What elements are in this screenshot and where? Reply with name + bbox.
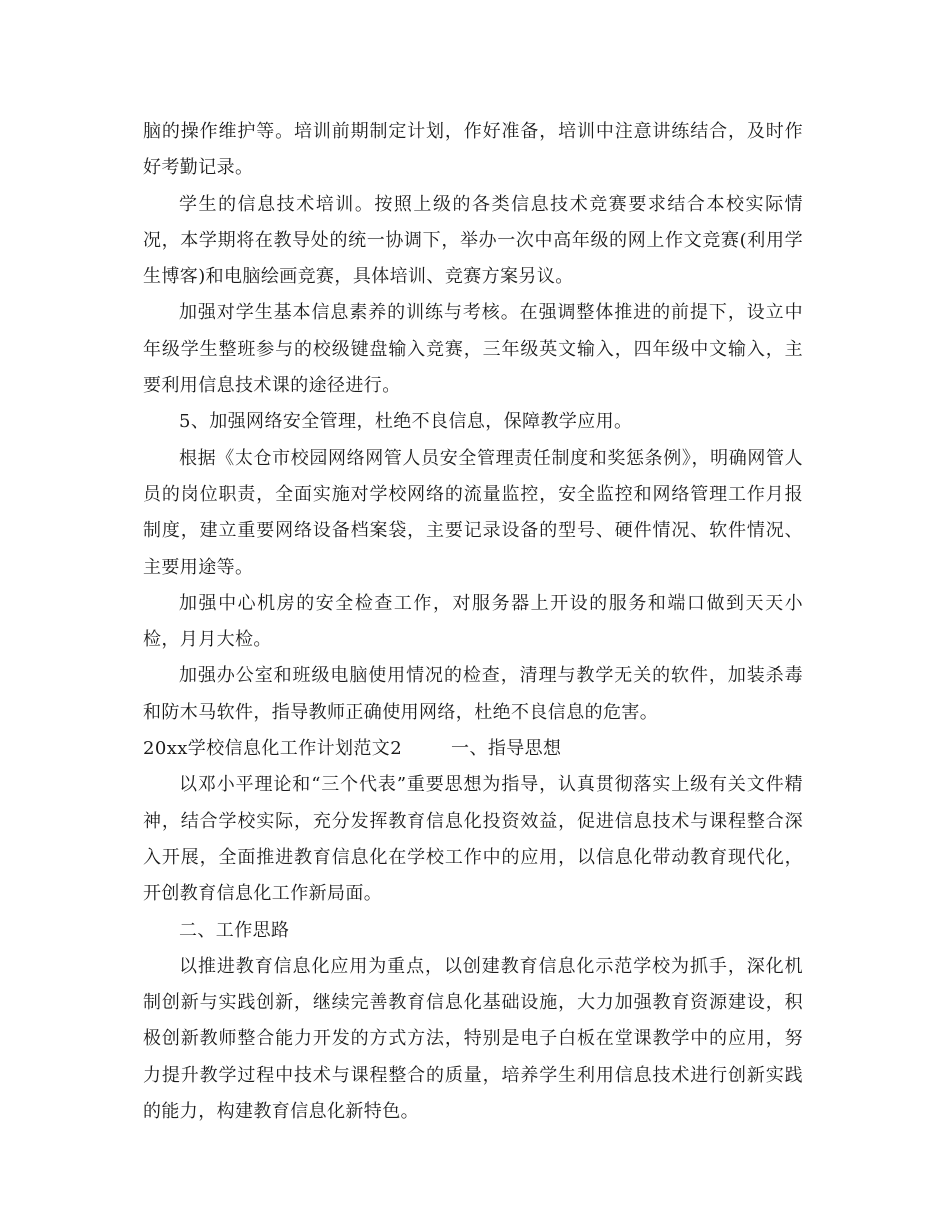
section-subtitle: 一、指导思想: [451, 738, 562, 760]
subheading: 二、工作思路: [179, 919, 290, 941]
paragraph: 根据《太仓市校园网络网管人员安全管理责任制度和奖惩条例》，明确网管人员的岗位职责，全面实施对学校网络的流量监控，安全监控和网络管理工作月报制度，建立重要网络设备档案袋，主要记录设备的型号、硬件情况、软件情况、主要用途等。: [143, 447, 803, 578]
paragraph: 以邓小平理论和“三个代表”重要思想为指导，认真贯彻落实上级有关文件精神，结合学校实际，充分发挥教育信息化投资效益，促进信息技术与课程整合深入开展，全面推进教育信息化在学校工作中的应用，以信息化带动教育现代化，开创教育信息化工作新局面。: [143, 774, 803, 905]
paragraph: 加强对学生基本信息素养的训练与考核。在强调整体推进的前提下，设立中年级学生整班参与的校级键盘输入竞赛，三年级英文输入，四年级中文输入，主要利用信息技术课的途径进行。: [143, 302, 803, 397]
paragraph: 以推进教育信息化应用为重点，以创建教育信息化示范学校为抓手，深化机制创新与实践创新，继续完善教育信息化基础设施，大力加强教育资源建设，积极创新教师整合能力开发的方式方法，特别是电子白板在堂课教学中的应用，努力提升教学过程中技术与课程整合的质量，培养学生利用信息技术进行创新实践的能力，构建教育信息化新特色。: [143, 955, 803, 1123]
document-body: [143, 114, 803, 1130]
paragraph: 脑的操作维护等。培训前期制定计划，作好准备，培训中注意讲练结合，及时作好考勤记录。: [143, 121, 803, 179]
paragraph: 5、加强网络安全管理，杜绝不良信息，保障教学应用。: [179, 411, 633, 433]
section-heading: [143, 731, 803, 767]
section-title: 20xx学校信息化工作计划范文2: [143, 738, 403, 760]
paragraph: 加强中心机房的安全检查工作，对服务器上开设的服务和端口做到天天小检，月月大检。: [143, 592, 803, 651]
paragraph: 加强办公室和班级电脑使用情况的检查，清理与教学无关的软件，加装杀毒和防木马软件，指导教师正确使用网络，杜绝不良信息的危害。: [143, 665, 803, 723]
paragraph: 学生的信息技术培训。按照上级的各类信息技术竞赛要求结合本校实际情况，本学期将在教导处的统一协调下，举办一次中高年级的网上作文竞赛(利用学生博客)和电脑绘画竞赛，具体培训、竞赛方案另议。: [143, 193, 803, 288]
